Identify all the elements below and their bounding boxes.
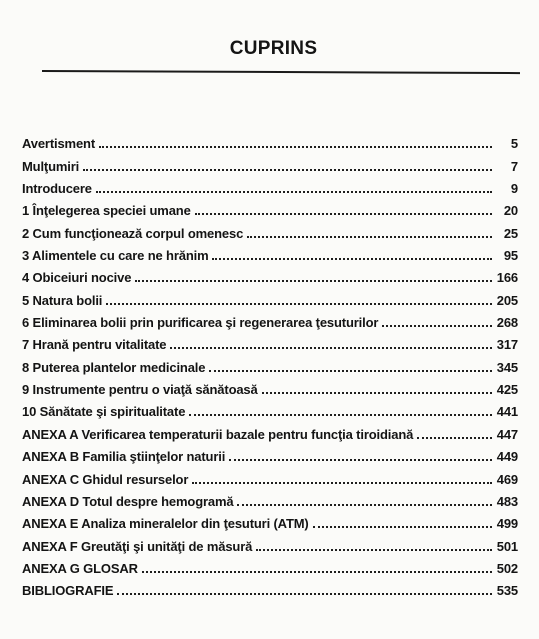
dot-leader: [106, 302, 492, 305]
toc-entry-title: ANEXA A Verificarea temperaturii bazale pentru funcţia tiroidiană: [22, 426, 414, 442]
toc-entry-page: 535: [496, 583, 518, 599]
toc-entry-title: Avertisment: [22, 136, 96, 152]
dot-leader: [313, 525, 492, 528]
toc-entry: [22, 465, 518, 487]
toc-entry: [22, 488, 518, 510]
page-title: CUPRINS: [229, 38, 318, 59]
toc-entry: [22, 219, 518, 241]
toc-entry-title: 7 Hrană pentru vitalitate: [22, 337, 167, 353]
toc-entry-page: 9: [510, 181, 518, 197]
dot-leader: [229, 458, 492, 461]
toc-entry-title: ANEXA D Totul despre hemogramă: [22, 493, 234, 509]
dot-leader: [212, 257, 492, 260]
toc-entry-page: 447: [496, 426, 518, 442]
toc-entry-page: 95: [503, 248, 518, 264]
toc-entry: [22, 286, 518, 308]
toc-entry: [22, 242, 518, 264]
toc-entry-page: 441: [496, 404, 518, 420]
toc-entry-title: ANEXA B Familia ştiinţelor naturii: [22, 449, 226, 465]
toc-entry: [22, 420, 518, 442]
toc-entry-title: 1 Înţelegerea speciei umane: [22, 203, 191, 219]
dot-leader: [96, 190, 492, 193]
toc-entry: [22, 152, 518, 174]
toc-entry-page: 166: [496, 270, 518, 286]
toc-entry-page: 483: [496, 493, 518, 509]
toc-entry-page: 205: [496, 292, 518, 308]
dot-leader: [262, 391, 492, 394]
toc-entry: [22, 197, 518, 219]
toc-entry-title: 10 Sănătate şi spiritualitate: [22, 404, 186, 420]
toc-entry-page: 502: [496, 560, 518, 576]
toc-entry: [22, 532, 518, 554]
toc-entry-title: Introducere: [22, 181, 92, 197]
toc-entry-page: 268: [496, 315, 518, 331]
dot-leader: [99, 145, 492, 148]
dot-leader: [382, 324, 492, 327]
toc-entry-title: 5 Natura bolii: [22, 292, 103, 308]
title-underline: [42, 70, 520, 74]
toc-entry: [22, 510, 518, 532]
toc-entry-page: 25: [503, 225, 518, 241]
toc-entry: [22, 376, 518, 398]
toc-entry-title: ANEXA G GLOSAR: [22, 560, 138, 576]
toc-entry-title: 8 Puterea plantelor medicinale: [22, 359, 206, 375]
toc-entry: [22, 331, 518, 353]
toc-entry: [22, 443, 518, 465]
toc-entry-page: 345: [496, 359, 518, 375]
toc-entry: [22, 309, 518, 331]
dot-leader: [417, 436, 492, 439]
toc-entry-page: 317: [496, 337, 518, 353]
dot-leader: [192, 481, 492, 484]
dot-leader: [189, 413, 492, 416]
dot-leader: [195, 212, 492, 215]
toc-entry-page: 20: [503, 203, 518, 219]
toc-entry-title: BIBLIOGRAFIE: [22, 583, 114, 599]
toc-entry: [22, 398, 518, 420]
toc-entry-title: 2 Cum funcţionează corpul omenesc: [22, 225, 244, 241]
toc-entry-title: 9 Instrumente pentru o viaţă sănătoasă: [22, 382, 258, 398]
toc-entry: [22, 130, 518, 152]
toc-entry-page: 449: [496, 449, 518, 465]
dot-leader: [135, 279, 492, 282]
toc-entry-title: ANEXA F Greutăţi şi unităţi de măsură: [22, 538, 253, 554]
dot-leader: [83, 168, 492, 171]
dot-leader: [256, 548, 492, 551]
toc-entry-page: 501: [496, 538, 518, 554]
dot-leader: [142, 570, 492, 573]
toc-entry: [22, 577, 518, 599]
toc-entry: [22, 264, 518, 286]
toc-entry: [22, 353, 518, 375]
toc-entry-page: 499: [496, 516, 518, 532]
toc-entry-title: 6 Eliminarea bolii prin purificarea şi regenerarea ţesuturilor: [22, 315, 379, 331]
toc-entry-title: ANEXA C Ghidul resurselor: [22, 471, 189, 487]
toc-entry-page: 425: [496, 382, 518, 398]
dot-leader: [247, 235, 492, 238]
dot-leader: [117, 592, 492, 595]
dot-leader: [170, 346, 492, 349]
table-of-contents: [22, 130, 518, 599]
toc-entry-title: ANEXA E Analiza mineralelor din ţesuturi (ATM): [22, 516, 309, 532]
toc-entry-title: Mulţumiri: [22, 158, 80, 174]
toc-entry-title: 4 Obiceiuri nocive: [22, 270, 132, 286]
dot-leader: [209, 369, 492, 372]
toc-entry-title: 3 Alimentele cu care ne hrănim: [22, 248, 209, 264]
toc-entry-page: 5: [510, 136, 518, 152]
toc-entry-page: 469: [496, 471, 518, 487]
toc-entry: [22, 555, 518, 577]
toc-entry: [22, 175, 518, 197]
dot-leader: [237, 503, 492, 506]
toc-entry-page: 7: [510, 158, 518, 174]
